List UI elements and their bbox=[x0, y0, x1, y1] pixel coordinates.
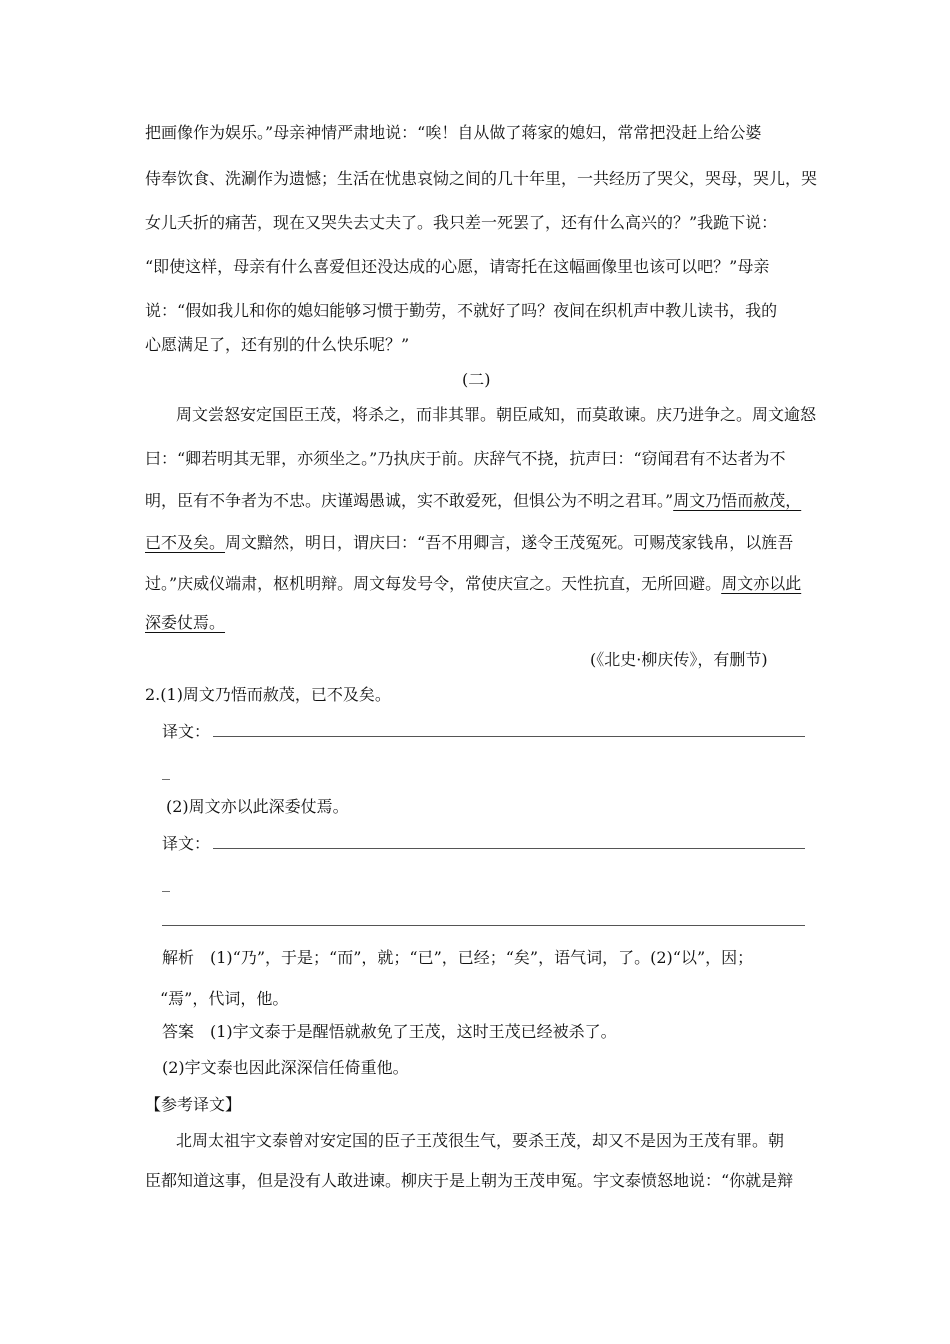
passage2-line bbox=[145, 612, 225, 634]
underlined-sentence: 周文亦以此 bbox=[721, 574, 802, 593]
blank-dash: _ bbox=[162, 761, 170, 780]
passage2-text: 明，臣有不争者为不忠。庆谨竭愚诚，实不敢爱死，但惧公为不明之君耳。” bbox=[145, 491, 674, 510]
passage1-line: 女儿夭折的痛苦，现在又哭失去丈夫了。我只差一死罢了，还有什么高兴的？”我跪下说： bbox=[145, 213, 778, 232]
underlined-sentence: 已不及矣。 bbox=[145, 533, 226, 552]
analysis-line: “焉”，代词，他。 bbox=[160, 989, 289, 1008]
answer-line: 答案 (1)宇文泰于是醒悟就赦免了王茂，这时王茂已经被杀了。 bbox=[162, 1022, 617, 1041]
passage2-line bbox=[145, 490, 801, 512]
source-citation: (《北史·柳庆传》，有删节) bbox=[590, 650, 768, 669]
blank-dash: _ bbox=[162, 873, 170, 892]
underlined-sentence: 深委仗焉。 bbox=[145, 613, 226, 632]
section-title: (二) bbox=[462, 370, 491, 389]
answer-blank-line[interactable] bbox=[162, 925, 805, 926]
reference-line: 臣都知道这事，但是没有人敢进谏。柳庆于是上朝为王茂申冤。宇文泰愤怒地说：“你就是辩 bbox=[145, 1171, 794, 1190]
passage1-line: 把画像作为娱乐。”母亲神情严肃地说：“唉！自从做了蒋家的媳妇，常常把没赶上给公婆 bbox=[145, 123, 762, 142]
answer-blank-line[interactable] bbox=[213, 736, 805, 737]
passage1-line: 侍奉饮食、洗涮作为遗憾；生活在忧患哀恸之间的几十年里，一共经历了哭父，哭母，哭儿，哭 bbox=[145, 169, 818, 188]
question-2: (2)周文亦以此深委仗焉。 bbox=[166, 797, 349, 816]
passage1-line: 心愿满足了，还有别的什么快乐呢？” bbox=[145, 335, 410, 354]
passage2-line bbox=[145, 532, 793, 554]
passage2-line: 周文尝怒安定国臣王茂，将杀之，而非其罪。朝臣咸知，而莫敢谏。庆乃进争之。周文逾怒 bbox=[176, 405, 817, 424]
passage2-text: 周文黯然，明日，谓庆曰：“吾不用卿言，遂令王茂冤死。可赐茂家钱帛，以旌吾 bbox=[225, 533, 794, 552]
answer-blank-line[interactable] bbox=[213, 848, 805, 849]
question-1: 2.(1)周文乃悟而赦茂，已不及矣。 bbox=[145, 685, 391, 704]
translation-label: 译文： bbox=[162, 834, 211, 853]
passage1-line: “即使这样，母亲有什么喜爱但还没达成的心愿，请寄托在这幅画像里也该可以吧？”母亲 bbox=[145, 257, 770, 276]
underlined-sentence: 周文乃悟而赦茂， bbox=[673, 491, 802, 510]
analysis-line: 解析 (1)“乃”，于是；“而”，就；“已”，已经；“矣”，语气词，了。(2)“以”，因； bbox=[162, 948, 754, 967]
answer-line: (2)宇文泰也因此深深信任倚重他。 bbox=[162, 1058, 409, 1077]
passage2-text: 过。”庆威仪端肃，枢机明辩。周文每发号令，常使庆宣之。天性抗直，无所回避。 bbox=[145, 574, 722, 593]
passage1-line: 说：“假如我儿和你的媳妇能够习惯于勤劳，不就好了吗？夜间在织机声中教儿读书，我的 bbox=[145, 301, 778, 320]
translation-label: 译文： bbox=[162, 722, 211, 741]
passage2-line bbox=[145, 573, 801, 595]
reference-heading: 【参考译文】 bbox=[145, 1095, 242, 1114]
reference-line: 北周太祖宇文泰曾对安定国的臣子王茂很生气，要杀王茂，却又不是因为王茂有罪。朝 bbox=[176, 1131, 785, 1150]
passage2-line: 曰：“卿若明其无罪，亦须坐之。”乃执庆于前。庆辞气不挠，抗声曰：“窃闻君有不达者为不 bbox=[145, 449, 786, 468]
